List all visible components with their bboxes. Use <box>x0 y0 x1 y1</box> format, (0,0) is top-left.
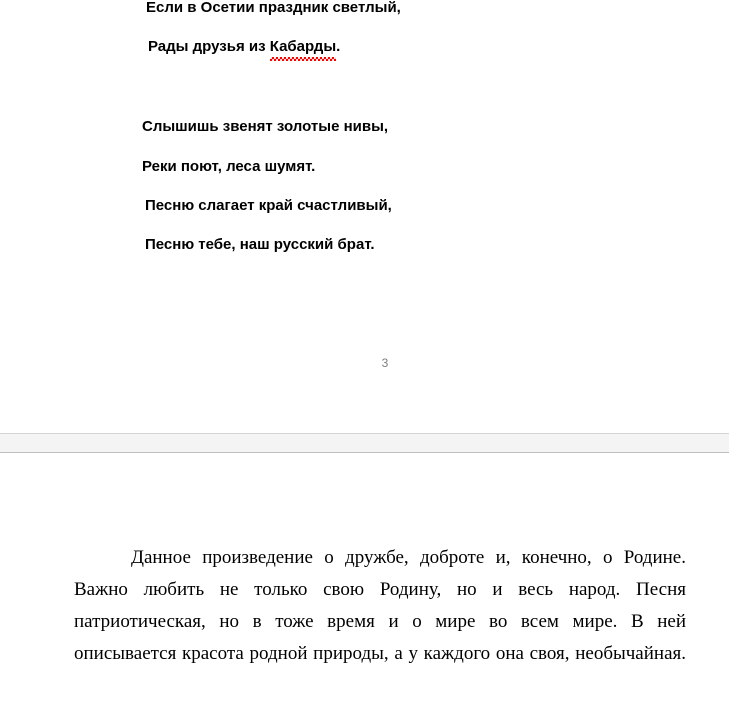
poem-line-text-suffix: . <box>336 38 341 55</box>
poem-line: Песню слагает край счастливый, <box>145 197 392 214</box>
poem-line: Реки поют, леса шумят. <box>142 158 316 175</box>
poem-line: Если в Осетии праздник светлый, <box>146 0 401 16</box>
spelling-error-word[interactable]: Кабарды <box>269 38 337 55</box>
document-page-4 <box>0 454 729 664</box>
poem-line: Слышишь звенят золотые нивы, <box>142 118 389 135</box>
poem-line: Песню тебе, наш русский брат. <box>145 236 375 253</box>
poem-line-text-prefix: Рады друзья из <box>148 38 270 55</box>
body-paragraph: Данное произведение о дружбе, доброте и, конечно, о Родине. Важно любить не только свою Родину, но и весь народ. Песня патриотическая, но в тоже время и о мире во всем мире. В ней описывается красота родной природы, а у каждого она своя, необычайная. <box>74 547 686 664</box>
poem-line <box>148 37 340 57</box>
page-number: 3 <box>381 356 389 370</box>
page-break-separator <box>0 433 729 453</box>
